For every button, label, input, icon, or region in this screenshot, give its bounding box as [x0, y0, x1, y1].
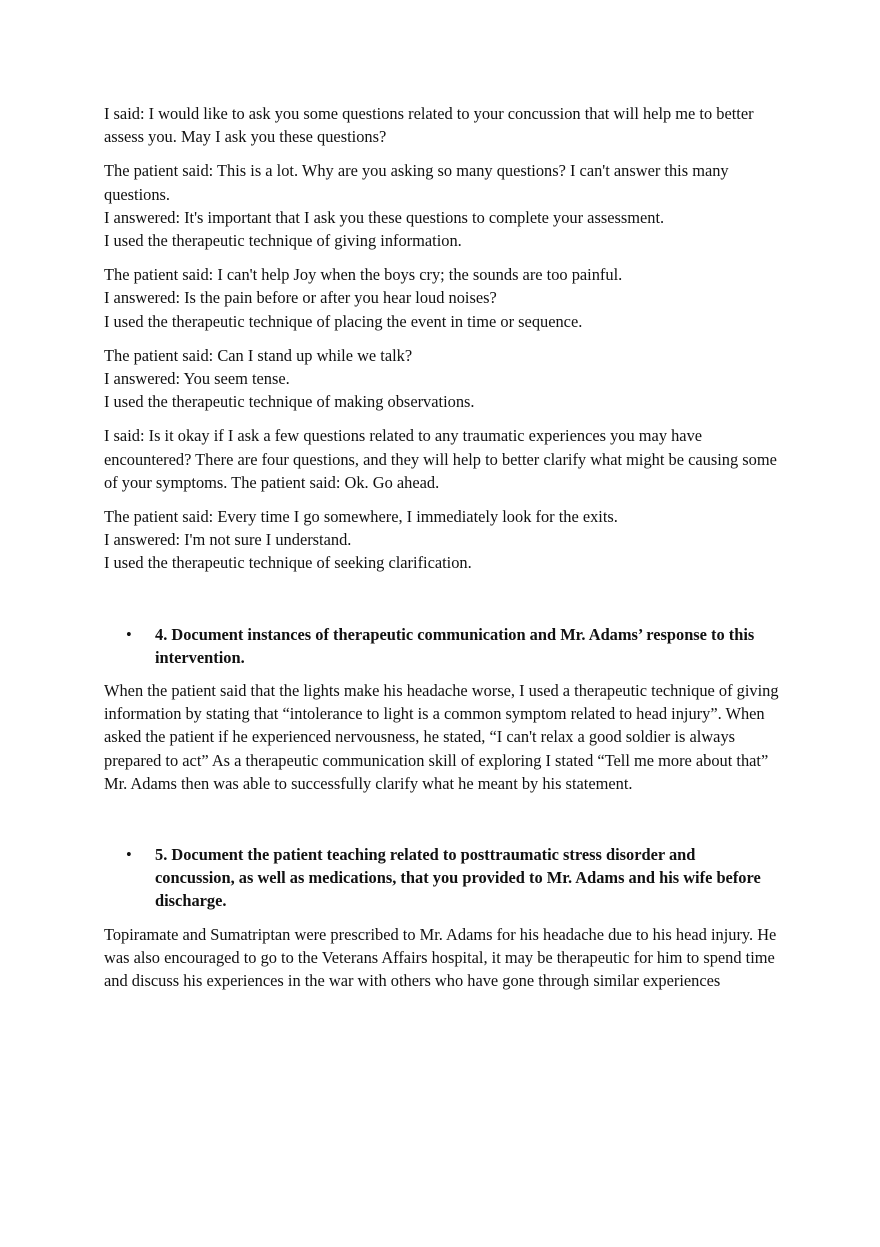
section-body-5: Topiramate and Sumatriptan were prescribed to Mr. Adams for his headache due to his head injury. He was also encouraged to go to the Veterans Affairs hospital, it may be therapeutic for him to spend time and discuss his experiences in the war with others who have gone through similar experiences [104, 924, 777, 991]
section-heading-text: 4. Document instances of therapeutic communication and Mr. Adams’ response to this intervention. [155, 624, 755, 667]
document-body [104, 102, 779, 1003]
nurse-response: I answered: Is the pain before or after you hear loud noises? [104, 288, 497, 308]
patient-statement: The patient said: I can't help Joy when the boys cry; the sounds are too painful. [104, 265, 623, 285]
trauma-question-statement: I said: Is it okay if I ask a few questions related to any traumatic experiences you may have encountered? There are four questions, and they will help to better clarify what might be causing some of your symptoms. The patient said: Ok. Go ahead. [104, 426, 777, 492]
section-heading-5 [104, 843, 779, 913]
technique-note: I used the therapeutic technique of making observations. [104, 392, 475, 412]
patient-statement: The patient said: Can I stand up while we talk? [104, 345, 413, 365]
nurse-response: I answered: It's important that I ask you these questions to complete your assessment. [104, 207, 665, 227]
technique-note: I used the therapeutic technique of placing the event in time or sequence. [104, 311, 583, 331]
exchange-paragraph [104, 159, 779, 252]
section-body-4: When the patient said that the lights make his headache worse, I used a therapeutic technique of giving information by stating that “intolerance to light is a common symptom related to head injury”. When asked the patient if he experienced nervousness, he stated, “I can't relax a good soldier is always prepared to act” As a therapeutic communication skill of exploring I stated “Tell me more about that” Mr. Adams then was able to successfully clarify what he meant by his statement. [104, 681, 779, 793]
intro-paragraph: I said: I would like to ask you some questions related to your concussion that will help me to better assess you. May I ask you these questions? [104, 104, 754, 147]
exchange-paragraph [104, 263, 779, 333]
section-spacer [104, 806, 779, 843]
exchange-paragraph [104, 344, 779, 414]
bullet-icon: • [126, 624, 132, 644]
section-heading-text: 5. Document the patient teaching related to posttraumatic stress disorder and concussion, as well as medications, that you provided to Mr. Adams and his wife before discharge. [155, 845, 761, 911]
patient-statement: The patient said: Every time I go somewhere, I immediately look for the exits. [104, 507, 618, 527]
exchange-paragraph [104, 424, 779, 494]
nurse-response: I answered: You seem tense. [104, 369, 290, 389]
exchange-paragraph [104, 505, 779, 575]
patient-statement: The patient said: This is a lot. Why are you asking so many questions? I can't answer this many questions. [104, 161, 729, 204]
nurse-response: I answered: I'm not sure I understand. [104, 530, 352, 550]
section-heading-4 [104, 623, 779, 669]
bullet-icon: • [126, 845, 132, 865]
technique-note: I used the therapeutic technique of giving information. [104, 231, 462, 251]
section-spacer [104, 586, 779, 623]
technique-note: I used the therapeutic technique of seeking clarification. [104, 553, 472, 573]
